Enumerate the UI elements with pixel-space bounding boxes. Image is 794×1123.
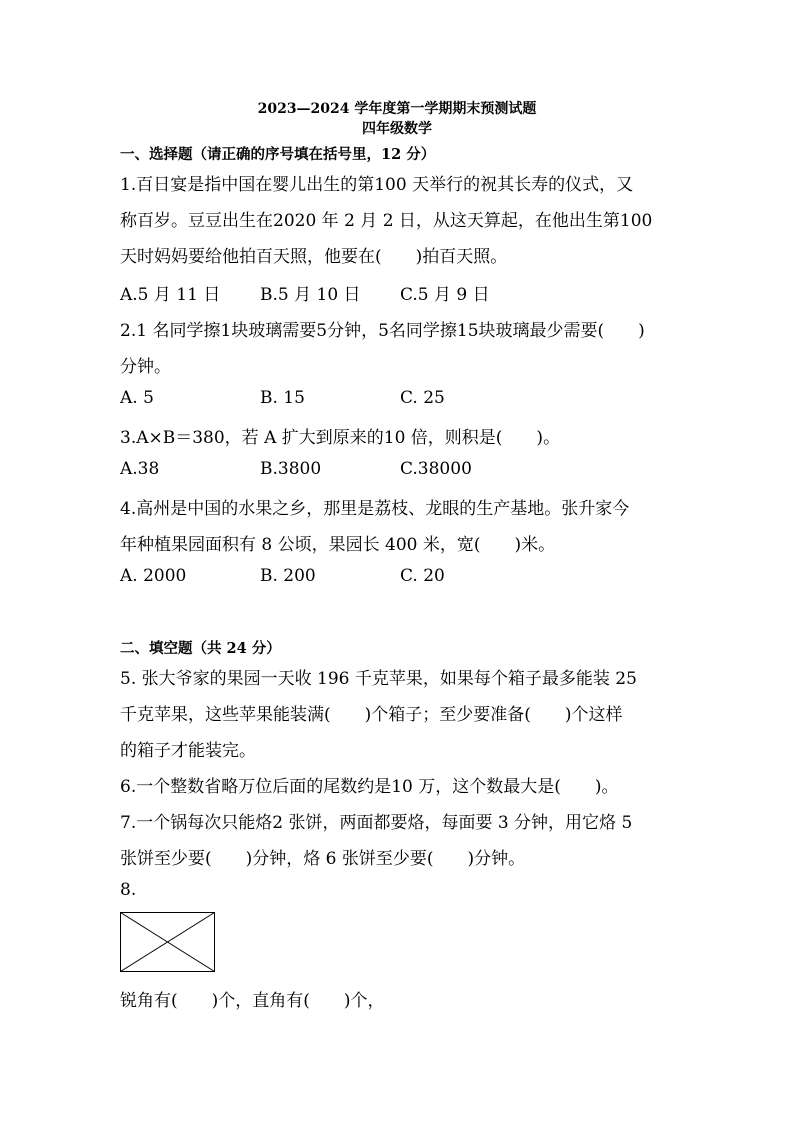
q3-option-c: C.38000 (400, 459, 472, 479)
q1-option-a: A.5 月 11 日 (120, 285, 221, 305)
q3-line-1: 3.A×B＝380，若 A 扩大到原来的10 倍，则积是( )。 (120, 428, 561, 448)
q4-line-2: 年种植果园面积有 8 公顷，果园长 400 米，宽( )米。 (120, 535, 556, 555)
exam-subtitle: 四年级数学 (362, 121, 432, 137)
rectangle-with-diagonals-figure (120, 912, 216, 974)
q5-line-2: 千克苹果，这些苹果能装满( )个箱子；至少要准备( )个这样 (120, 705, 623, 725)
q2-option-b: B. 15 (260, 388, 305, 408)
q6-line-1: 6.一个整数省略万位后面的尾数约是10 万，这个数最大是( )。 (120, 777, 619, 797)
q1-line-3: 天时妈妈要给他拍百天照，他要在( )拍百天照。 (120, 247, 508, 267)
q3-option-a: A.38 (120, 459, 160, 479)
q4-option-b: B. 200 (260, 566, 316, 586)
q7-line-1: 7.一个锅每次只能烙2 张饼，两面都要烙，每面要 3 分钟，用它烙 5 (120, 813, 633, 833)
q2-line-2: 分钟。 (120, 357, 171, 377)
q2-line-1: 2.1 名同学擦1块玻璃需要5分钟，5名同学擦15块玻璃最少需要( ) (120, 321, 645, 341)
q5-line-1: 5. 张大爷家的果园一天收 196 千克苹果，如果每个箱子最多能装 25 (120, 669, 637, 689)
q7-line-2: 张饼至少要( )分钟，烙 6 张饼至少要( )分钟。 (120, 849, 526, 869)
section-1-heading: 一、选择题（请正确的序号填在括号里，12 分） (120, 146, 436, 163)
q1-option-b: B.5 月 10 日 (260, 285, 361, 305)
section-2-heading: 二、填空题（共 24 分） (120, 640, 281, 657)
q3-option-b: B.3800 (260, 459, 322, 479)
q2-option-a: A. 5 (120, 388, 154, 408)
q2-option-c: C. 25 (400, 388, 445, 408)
q4-option-c: C. 20 (400, 566, 445, 586)
q1-option-c: C.5 月 9 日 (400, 285, 490, 305)
exam-title: 2023—2024 学年度第一学期期末预测试题 (257, 101, 537, 117)
q8-label: 8. (120, 880, 137, 900)
q1-line-2: 称百岁。豆豆出生在2020 年 2 月 2 日，从这天算起，在他出生第100 (120, 211, 653, 231)
q4-option-a: A. 2000 (120, 566, 187, 586)
q4-line-1: 4.高州是中国的水果之乡，那里是荔枝、龙眼的生产基地。张升家今 (120, 499, 630, 519)
q5-line-3: 的箱子才能装完。 (120, 741, 256, 761)
q1-line-1: 1.百日宴是指中国在婴儿出生的第100 天举行的祝其长寿的仪式，又 (120, 175, 634, 195)
q8-answer-line: 锐角有( )个，直角有( )个， (120, 991, 385, 1011)
